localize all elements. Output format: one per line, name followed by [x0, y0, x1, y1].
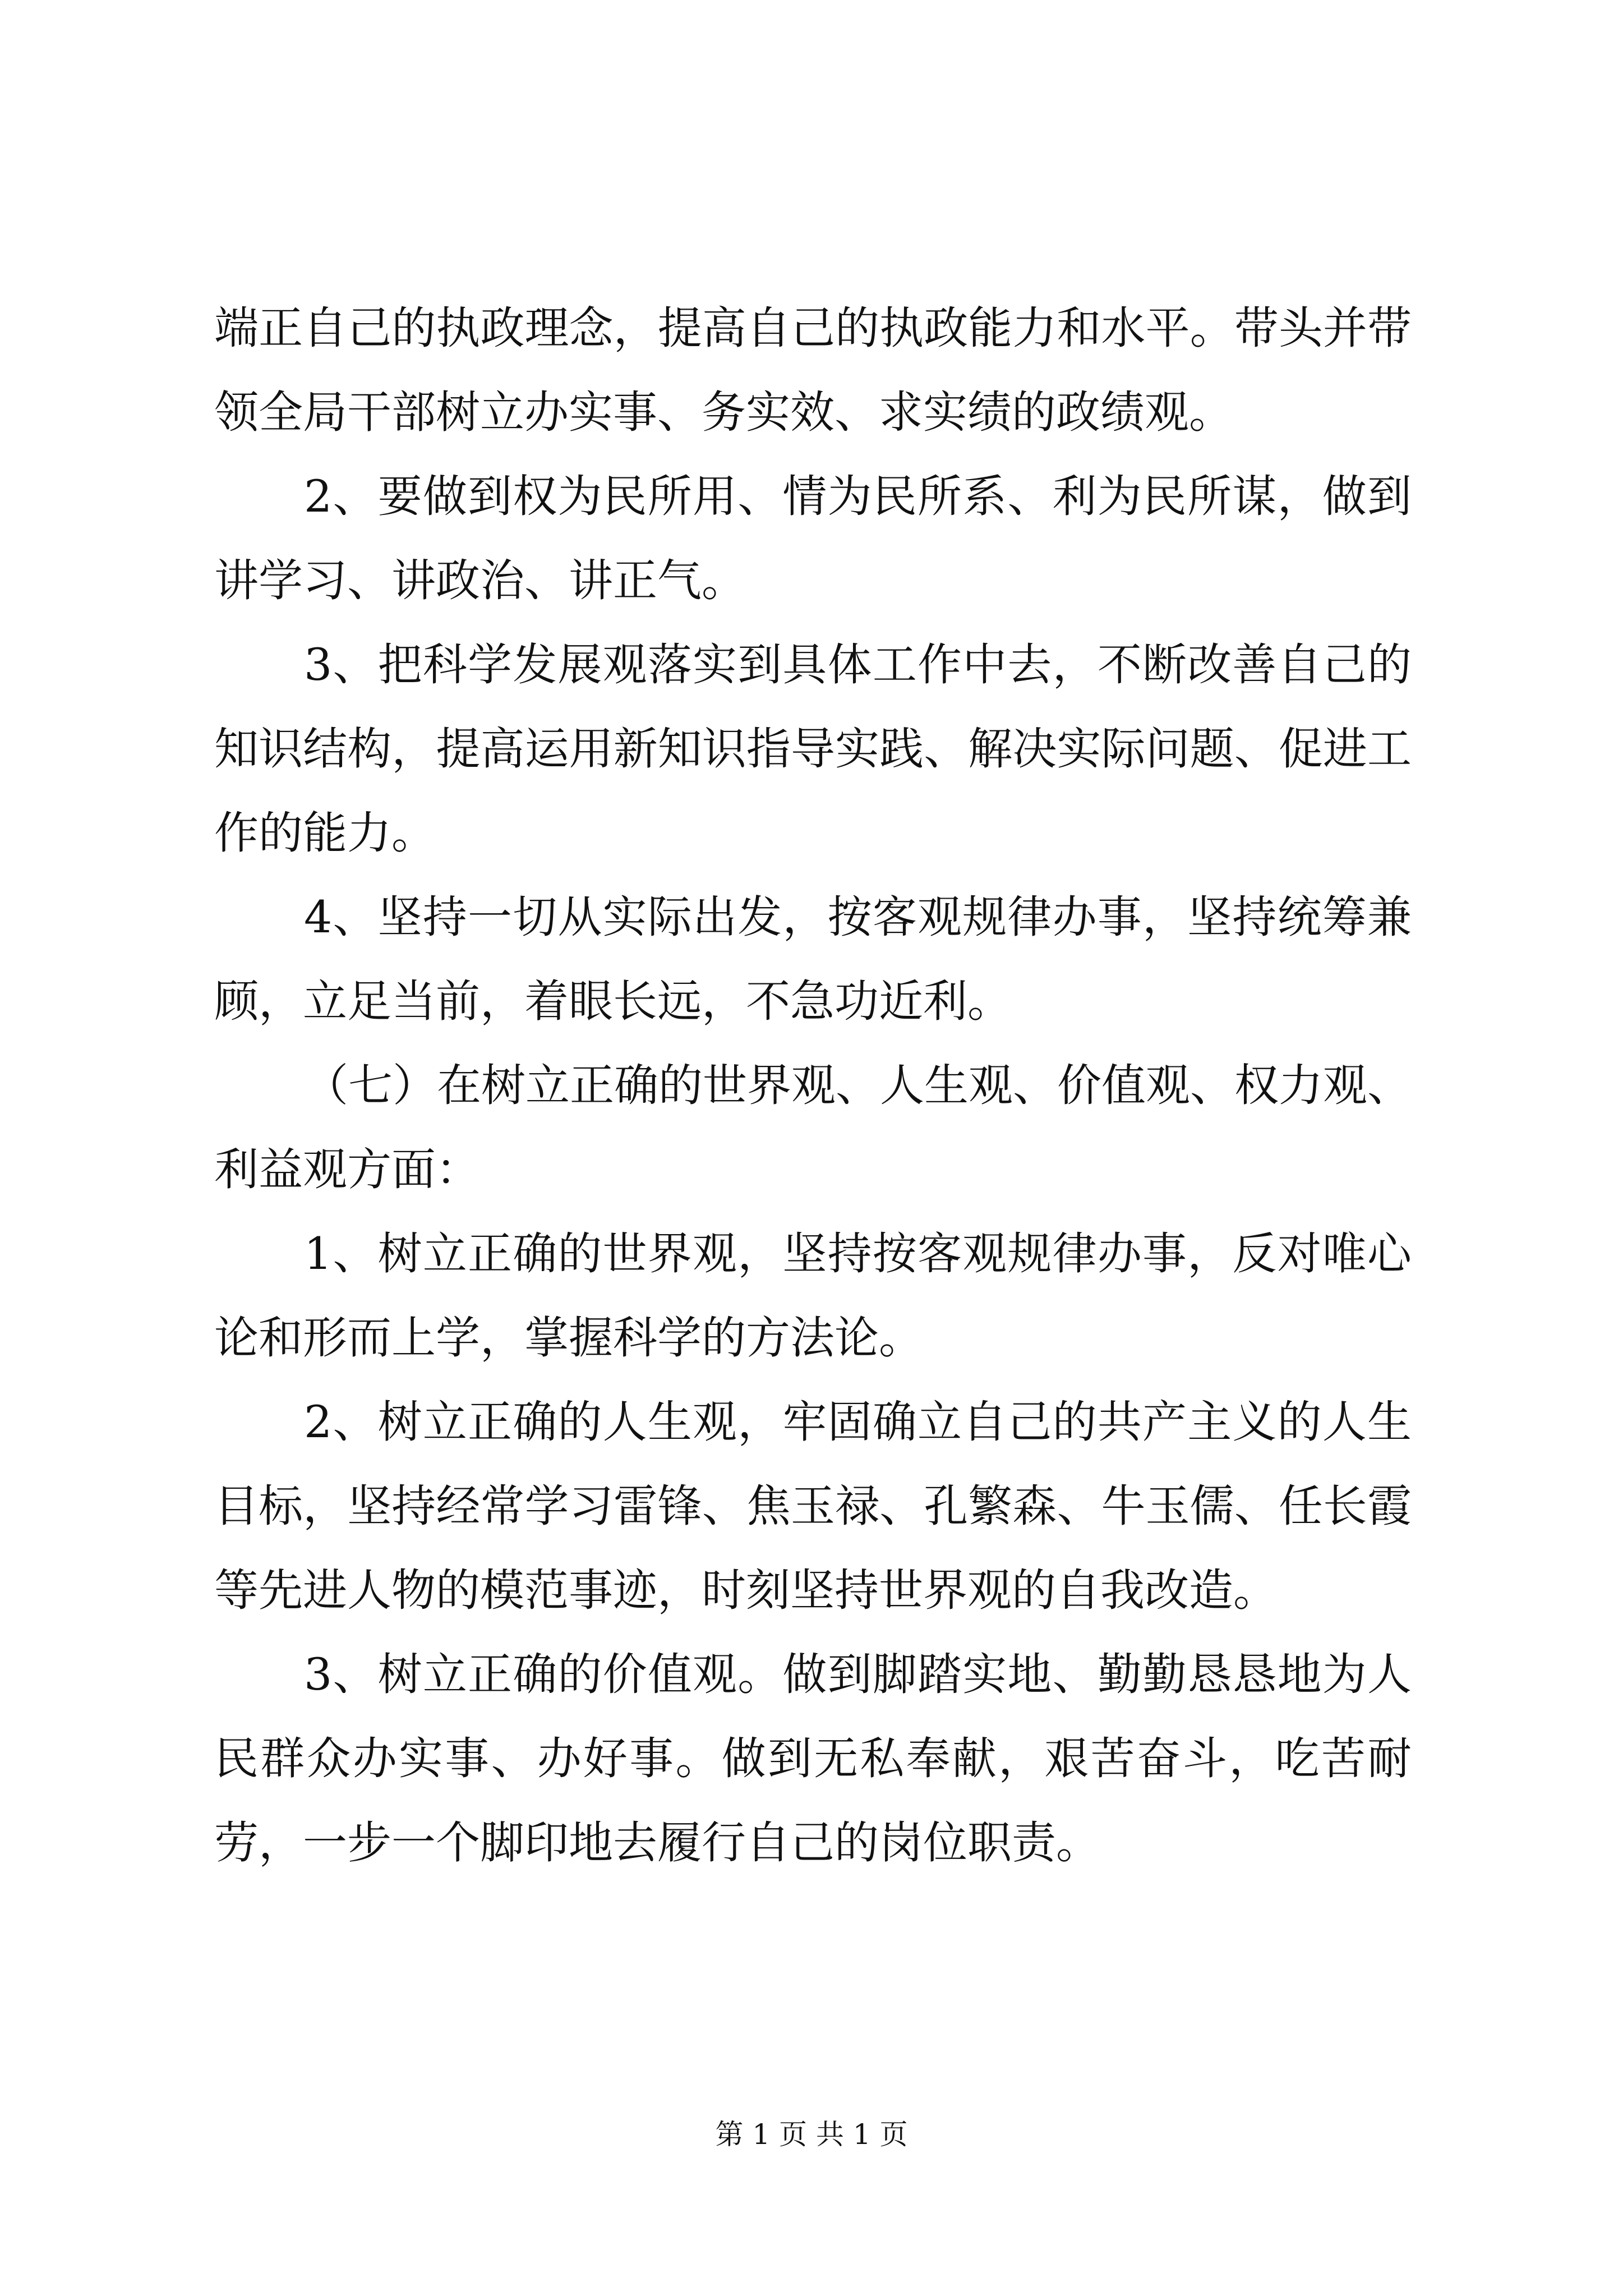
paragraph-worldview: 1、树立正确的世界观，坚持按客观规律办事，反对唯心论和形而上学，掌握科学的方法论。 [214, 1228, 1412, 1364]
paragraph-outlook-on-life: 2、树立正确的人生观，牢固确立自己的共产主义的人生目标，坚持经常学习雷锋、焦玉禄、孔繁森、牛玉儒、任长霞等先进人物的模范事迹，时刻坚持世界观的自我改造。 [214, 1396, 1412, 1616]
section-heading-seven: （七）在树立正确的世界观、人生观、价值观、权力观、利益观方面： [214, 1060, 1412, 1195]
paragraph-item-2-people: 2、要做到权为民所用、情为民所系、利为民所谋，做到讲学习、讲政治、讲正气。 [214, 471, 1412, 606]
document-body [214, 286, 1412, 1885]
paragraph-item-3-science: 3、把科学发展观落实到具体工作中去，不断改善自己的知识结构，提高运用新知识指导实践、解决实际问题、促进工作的能力。 [214, 639, 1412, 859]
page-number-footer: 第 1 页 共 1 页 [715, 2118, 908, 2151]
paragraph-continuation: 端正自己的执政理念，提高自己的执政能力和水平。带头并带领全局干部树立办实事、务实效、求实绩的政绩观。 [214, 302, 1412, 438]
paragraph-values: 3、树立正确的价值观。做到脚踏实地、勤勤恳恳地为人民群众办实事、办好事。做到无私奉献，艰苦奋斗，吃苦耐劳，一步一个脚印地去履行自己的岗位职责。 [214, 1649, 1412, 1869]
paragraph-item-4-practice: 4、坚持一切从实际出发，按客观规律办事，坚持统筹兼顾，立足当前，着眼长远，不急功近利。 [214, 891, 1412, 1027]
